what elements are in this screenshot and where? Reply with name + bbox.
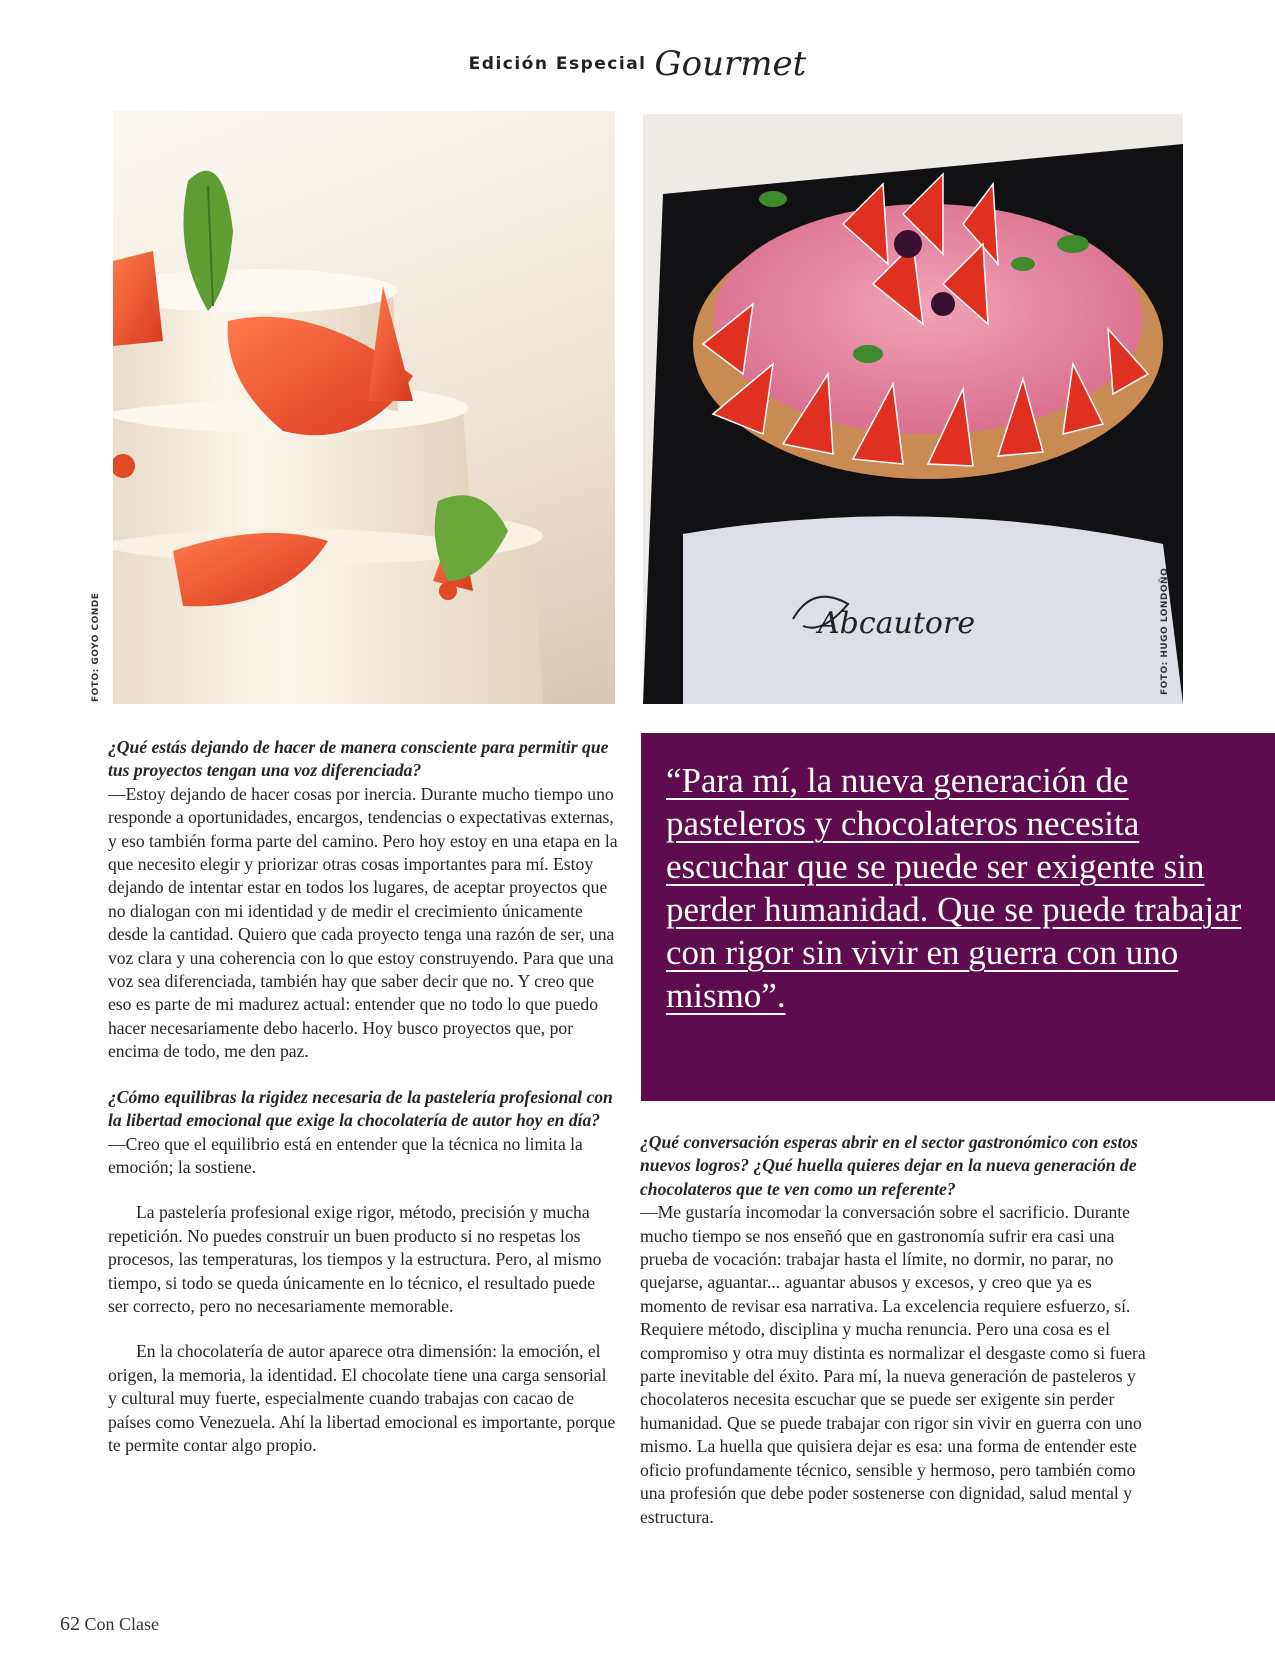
page-footer <box>60 1613 159 1636</box>
board-logo: Abcautore <box>818 606 976 641</box>
cake-illustration <box>113 111 615 704</box>
left-column <box>108 736 618 1457</box>
edition-label: Edición Especial <box>468 54 647 74</box>
answer-3: —Me gustaría incomodar la conversación sobre el sacrificio. Durante mucho tiempo se nos enseñó que en gastronomía sufrir era casi una prueba de vocación: trabajar hasta el límite, no dormir, no parar, no quejarse, aguantar... aguantar abusos y excesos, y creo que ya es momento de revisar esa narrativa. La excelencia requiere esfuerzo, sí. Requiere método, disciplina y mucha renuncia. Pero una cosa es el compromiso y otra muy distinta es normalizar el desgaste como si fuera parte inevitable del éxito. Para mí, la nueva generación de pasteleros y chocolateros necesita escuchar que se puede ser exigente sin perder humanidad. Que se puede trabajar con rigor sin vivir en guerra con uno mismo. La huella que quisiera dejar es esa: una forma de entender este oficio profundamente técnico, sensible y hermoso, pero también como una profesión que debe poder sostenerse con dignidad, salud mental y estructura. <box>640 1202 1146 1527</box>
tart-photo <box>643 114 1183 704</box>
right-column <box>640 1131 1150 1529</box>
paragraph-4: En la chocolatería de autor aparece otra dimensión: la emoción, el origen, la memoria, la identidad. El chocolate tiene una carga sensorial y cultural muy fuerte, especialmente cuando trabajas con cacao de países como Venezuela. Ahí la libertad emocional es importante, porque te permite contar algo propio. <box>108 1341 616 1455</box>
pull-quote-text: “Para mí, la nueva generación de pasteleros y chocolateros necesita escuchar que se puede ser exigente sin perder humanidad. Que se puede trabajar con rigor sin vivir en guerra con uno mismo”. <box>666 761 1242 1015</box>
answer-2: —Creo que el equilibrio está en entender que la técnica no limita la emoción; la sostiene. <box>108 1133 583 1177</box>
right-photo-credit: FOTO: HUGO LONDOÑO <box>1160 567 1170 695</box>
paragraph-3: La pastelería profesional exige rigor, método, precisión y mucha repetición. No puedes construir un buen producto si no respetas los procesos, las temperaturas, los tiempos y la estructura. Pero, al mismo tiempo, si todo se queda únicamente en lo técnico, el resultado puede ser correcto, pero no necesariamente memorable. <box>108 1202 602 1316</box>
pull-quote-box <box>641 733 1275 1101</box>
magazine-name: Con Clase <box>84 1614 159 1634</box>
page-header <box>0 44 1275 84</box>
gourmet-script-label: Gourmet <box>654 44 807 84</box>
page-number: 62 <box>60 1613 80 1635</box>
answer-1: —Estoy dejando de hacer cosas por inercia. Durante mucho tiempo uno responde a oportunidades, encargos, tendencias o expectativas externas, y eso también forma parte del camino. Pero hoy estoy en una etapa en la que necesito elegir y priorizar otras cosas importantes para mí. Estoy dejando de intentar estar en todos los lugares, de aceptar proyectos que no dialogan con mi identidad y de medir el crecimiento únicamente desde la cantidad. Quiero que cada proyecto tenga una razón de ser, una voz clara y una coherencia con lo que estoy construyendo. Para que una voz sea diferenciada, también hay que saber decir que no. Y creo que eso es parte de mi madurez actual: entender que no todo lo que puedo hacer necesariamente debo hacerlo. Hoy busco proyectos que, por encima de todo, me den paz. <box>108 783 618 1062</box>
left-photo-credit: FOTO: GOYO CONDE <box>91 592 101 702</box>
cake-photo <box>113 111 615 704</box>
question-3: ¿Qué conversación esperas abrir en el sector gastronómico con estos nuevos logros? ¿Qué huella quieres dejar en la nueva generación de chocolateros que te ven como un referente? <box>640 1132 1138 1199</box>
question-1: ¿Qué estás dejando de hacer de manera consciente para permitir que tus proyectos tengan una voz diferenciada? <box>108 737 609 781</box>
question-2: ¿Cómo equilibras la rigidez necesaria de la pastelería profesional con la libertad emocional que exige la chocolatería de autor hoy en día? <box>108 1086 613 1131</box>
